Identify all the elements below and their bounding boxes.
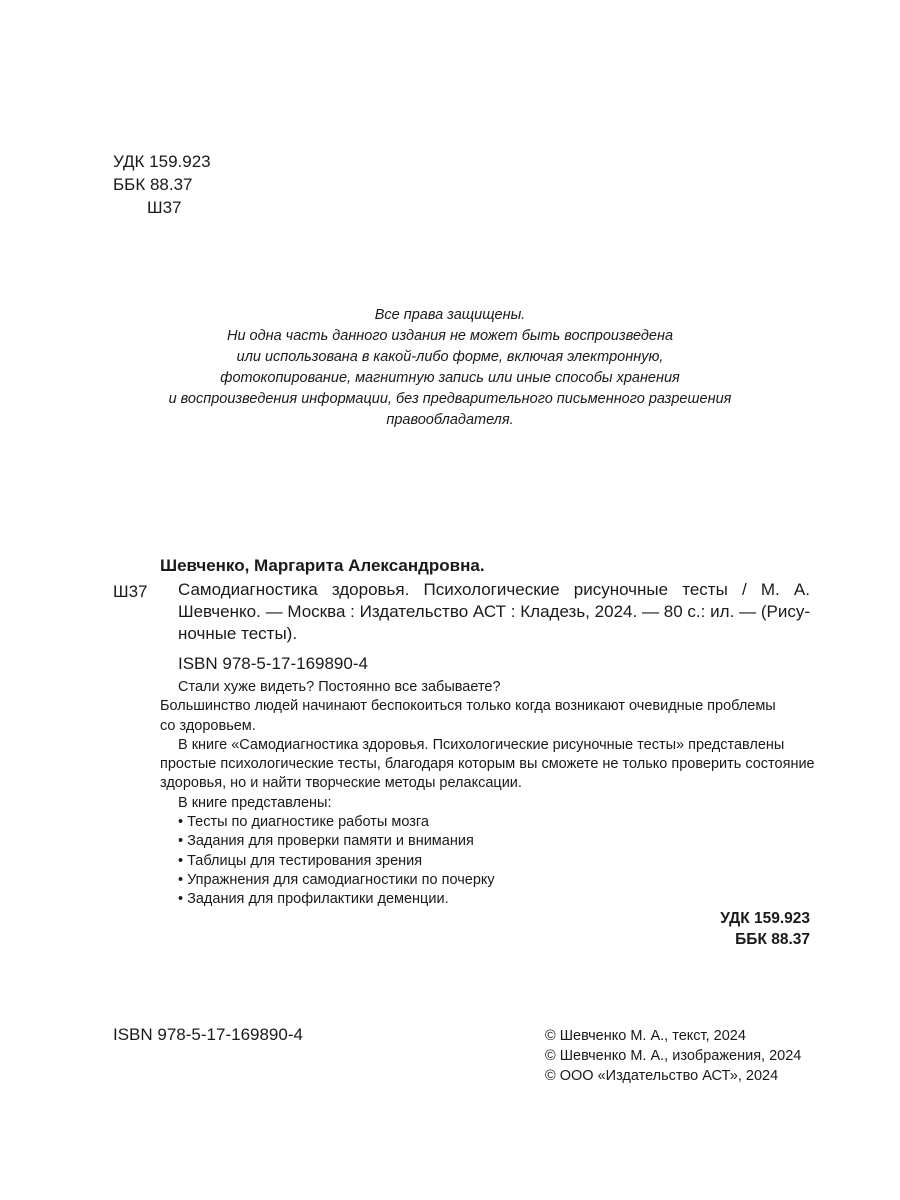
udk-code: УДК 159.923 bbox=[113, 152, 211, 171]
annotation-text: со здоровьем. bbox=[160, 717, 256, 734]
annotation-text: здоровья, но и найти творческие методы релаксации. bbox=[160, 775, 522, 792]
list-item: • Упражнения для самодиагностики по почерку bbox=[178, 871, 495, 888]
rights-line: и воспроизведения информации, без предварительного письменного разрешения bbox=[168, 391, 732, 407]
list-item: • Задания для проверки памяти и внимания bbox=[178, 833, 474, 850]
annotation bbox=[160, 678, 815, 910]
bbk-code-right: ББК 88.37 bbox=[735, 931, 810, 948]
annotation-text: Большинство людей начинают беспокоиться только когда возникают очевидные проблемы bbox=[160, 698, 776, 715]
biblio-isbn: ISBN 978-5-17-169890-4 bbox=[178, 654, 368, 673]
biblio-description bbox=[178, 579, 810, 645]
rights-notice bbox=[150, 305, 750, 431]
rights-line: Все права защищены. bbox=[374, 307, 526, 323]
rights-line: Ни одна часть данного издания не может быть воспроизведена bbox=[226, 328, 674, 344]
biblio-line: Самодиагностика здоровья. Психологические рисуночные тесты / М. А. bbox=[178, 580, 810, 599]
biblio-author: Шевченко, Маргарита Александровна. bbox=[160, 556, 485, 575]
annotation-text: Стали хуже видеть? Постоянно все забываете? bbox=[178, 679, 501, 695]
annotation-text: простые психологические тесты, благодаря которым вы сможете не только проверить состояние bbox=[160, 756, 815, 773]
rights-line: или использована в какой-либо форме, включая электронную, bbox=[236, 349, 664, 365]
copyright-line: © Шевченко М. А., текст, 2024 bbox=[545, 1028, 746, 1044]
copyright-line: © ООО «Издательство АСТ», 2024 bbox=[545, 1068, 779, 1084]
list-item: • Тесты по диагностике работы мозга bbox=[178, 814, 429, 831]
author-mark: Ш37 bbox=[147, 198, 182, 217]
copyright-line: © Шевченко М. А., изображения, 2024 bbox=[545, 1048, 802, 1064]
list-item: • Задания для профилактики деменции. bbox=[178, 891, 449, 908]
list-item: • Таблицы для тестирования зрения bbox=[178, 852, 423, 869]
classification-block bbox=[113, 150, 211, 219]
annotation-list-intro: В книге представлены: bbox=[178, 794, 332, 811]
udk-code-right: УДК 159.923 bbox=[720, 910, 810, 927]
annotation-text: В книге «Самодиагностика здоровья. Психологические рисуночные тесты» представлены bbox=[178, 736, 785, 753]
rights-line: фотокопирование, магнитную запись или иные способы хранения bbox=[220, 370, 680, 386]
biblio-code: Ш37 bbox=[113, 582, 148, 601]
bbk-code: ББК 88.37 bbox=[113, 175, 193, 194]
biblio-line: Шевченко. — Москва : Издательство АСТ : Кладезь, 2024. — 80 с.: ил. — (Рису- bbox=[178, 602, 810, 621]
biblio-line: ночные тесты). bbox=[178, 624, 298, 643]
classification-right bbox=[720, 908, 810, 950]
annotation-list bbox=[160, 813, 810, 909]
copyright-block bbox=[545, 1026, 801, 1086]
isbn-bottom: ISBN 978-5-17-169890-4 bbox=[113, 1025, 303, 1044]
rights-line: правообладателя. bbox=[386, 412, 514, 428]
